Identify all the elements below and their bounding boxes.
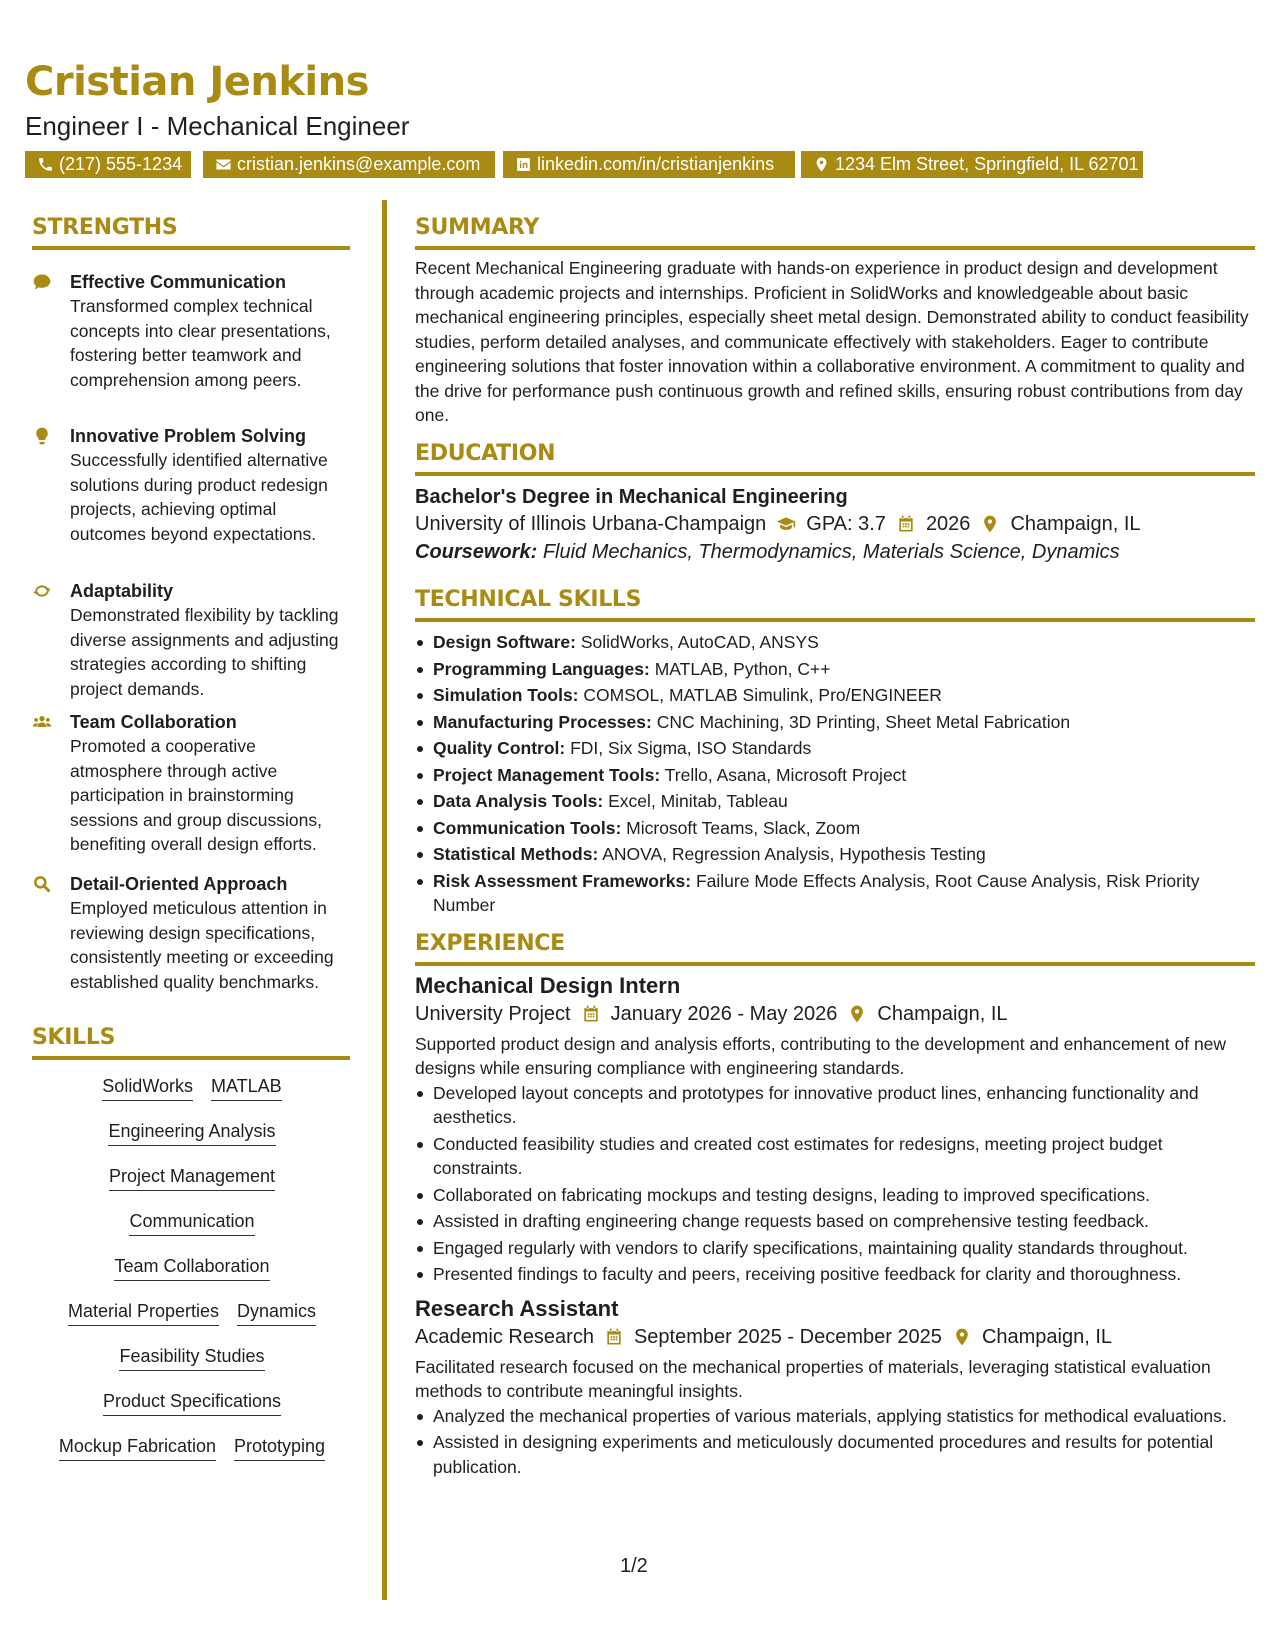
strength-text: Successfully identified alternative solutions during product redesign projects, achieving optimal outcomes beyond expectations. — [70, 450, 328, 544]
education-location: Champaign, IL — [1010, 512, 1141, 535]
list-item — [433, 736, 1255, 761]
skill-tag: Prototyping — [234, 1434, 325, 1461]
list-item — [433, 789, 1255, 814]
technical-skills-list — [415, 630, 1255, 918]
strength-text: Employed meticulous attention in reviewing design specifications, consistently meeting or exceeding established quality benchmarks. — [70, 898, 334, 992]
contact-address-text: 1234 Elm Street, Springfield, IL 62701 — [835, 154, 1139, 174]
gpa: GPA: 3.7 — [806, 512, 886, 535]
technical-skills-heading: TECHNICAL SKILLS — [415, 588, 1255, 622]
contact-phone[interactable] — [25, 151, 191, 178]
tech-skill-label: Design Software: — [433, 632, 576, 653]
speech-bubble-icon — [32, 272, 52, 292]
list-item — [433, 842, 1255, 867]
graduation-year: 2026 — [925, 512, 971, 535]
degree: Bachelor's Degree in Mechanical Engineering — [415, 485, 848, 508]
skill-tag: SolidWorks — [102, 1074, 193, 1101]
list-item: Assisted in designing experiments and meticulously documented procedures and results for potential publication. — [433, 1430, 1255, 1479]
tech-skill-value: MATLAB, Python, C++ — [654, 658, 831, 679]
phone-icon — [37, 156, 54, 173]
tech-skill-value: Trello, Asana, Microsoft Project — [664, 764, 907, 785]
column-divider — [382, 200, 387, 1600]
envelope-icon — [215, 156, 232, 173]
strength-text: Promoted a cooperative atmosphere through active participation in brainstorming sessions and group discussions, benefiting overall design efforts. — [70, 736, 322, 855]
job-bullets — [415, 1404, 1255, 1480]
calendar-icon — [896, 514, 916, 534]
job-dates: January 2026 - May 2026 — [610, 1002, 838, 1025]
tech-skill-value: ANOVA, Regression Analysis, Hypothesis Testing — [602, 844, 986, 865]
job-org: Academic Research — [415, 1325, 594, 1348]
location-pin-icon — [813, 156, 830, 173]
job-entry — [415, 1295, 1255, 1480]
job-bullets — [415, 1081, 1255, 1287]
strength-title: Innovative Problem Solving — [70, 426, 307, 447]
skill-tag: MATLAB — [211, 1074, 282, 1101]
left-column — [32, 216, 350, 1479]
strength-title: Team Collaboration — [70, 712, 237, 733]
skill-tag: Communication — [129, 1209, 254, 1236]
tech-skill-label: Data Analysis Tools: — [433, 791, 604, 812]
list-item: Assisted in drafting engineering change requests based on comprehensive testing feedback. — [433, 1209, 1255, 1234]
location-pin-icon — [980, 514, 1000, 534]
graduation-cap-icon — [776, 514, 796, 534]
job-summary: Supported product design and analysis efforts, contributing to the development and enhancement of new designs while ensuring compliance with engineering standards. — [415, 1033, 1227, 1079]
job-title: Mechanical Design Intern — [415, 972, 681, 998]
strength-title: Adaptability — [70, 581, 174, 602]
skill-tag: Engineering Analysis — [108, 1119, 275, 1146]
strength-item — [32, 424, 350, 579]
search-icon — [32, 874, 52, 894]
skill-tag: Mockup Fabrication — [59, 1434, 216, 1461]
contact-linkedin-text: linkedin.com/in/cristianjenkins — [537, 154, 775, 174]
refresh-icon — [32, 581, 52, 601]
tech-skill-label: Project Management Tools: — [433, 764, 661, 785]
school: University of Illinois Urbana-Champaign — [415, 512, 767, 535]
skill-tag: Team Collaboration — [114, 1254, 269, 1281]
candidate-name: Cristian Jenkins — [25, 59, 369, 105]
list-item: Developed layout concepts and prototypes for innovative product lines, enhancing functionality and aesthetics. — [433, 1081, 1255, 1130]
job-location: Champaign, IL — [877, 1002, 1008, 1025]
page-number: 1/2 — [620, 1555, 648, 1577]
coursework-list: Fluid Mechanics, Thermodynamics, Materials Science, Dynamics — [542, 540, 1120, 563]
contact-address[interactable] — [801, 151, 1143, 178]
strength-title: Detail-Oriented Approach — [70, 874, 288, 895]
tech-skill-label: Programming Languages: — [433, 658, 650, 679]
summary-text: Recent Mechanical Engineering graduate with hands-on experience in product design and development through academic projects and internships. Proficient in SolidWorks and knowledgeable about basic mechanical engineering principles, especially sheet metal design. Demonstrated ability to conduct feasibility studies, perform detailed analyses, and communicate effectively with stakeholders. Eager to contribute engineering solutions that foster innovation within a collaborative environment. A commitment to quality and the drive for performance push continuous growth and refined skills, ensuring robust contributions from day one. — [415, 258, 1249, 426]
strength-title: Effective Communication — [70, 272, 287, 293]
tech-skill-label: Communication Tools: — [433, 817, 622, 838]
list-item: Analyzed the mechanical properties of various materials, applying statistics for methodical evaluations. — [433, 1404, 1255, 1429]
headline: Engineer I - Mechanical Engineer — [25, 111, 410, 141]
location-pin-icon — [847, 1004, 867, 1024]
tech-skill-label: Statistical Methods: — [433, 844, 599, 865]
contact-email[interactable] — [203, 151, 495, 178]
strength-text: Transformed complex technical concepts into clear presentations, fostering better teamwork and comprehension among peers. — [70, 296, 331, 390]
tech-skill-label: Simulation Tools: — [433, 685, 579, 706]
strength-item — [32, 270, 350, 424]
tech-skill-label: Manufacturing Processes: — [433, 711, 652, 732]
skill-tag: Feasibility Studies — [119, 1344, 264, 1371]
job-title: Research Assistant — [415, 1295, 619, 1321]
list-item — [433, 657, 1255, 682]
job-entry — [415, 972, 1255, 1287]
list-item — [433, 630, 1255, 655]
lightbulb-icon — [32, 426, 52, 446]
list-item — [433, 816, 1255, 841]
users-icon — [32, 712, 52, 732]
skills-heading: SKILLS — [32, 1026, 350, 1060]
right-column — [415, 216, 1255, 1481]
job-org: University Project — [415, 1002, 571, 1025]
summary-heading: SUMMARY — [415, 216, 1255, 250]
tech-skill-value: Excel, Minitab, Tableau — [608, 791, 788, 812]
calendar-icon — [604, 1327, 624, 1347]
contact-email-text: cristian.jenkins@example.com — [237, 154, 481, 174]
job-summary: Facilitated research focused on the mechanical properties of materials, leveraging statistical evaluation methods to contribute meaningful insights. — [415, 1356, 1211, 1402]
experience-heading: EXPERIENCE — [415, 932, 1255, 966]
coursework — [415, 538, 1255, 566]
list-item — [433, 683, 1255, 708]
skill-tag: Product Specifications — [103, 1389, 281, 1416]
education-entry — [415, 484, 1255, 566]
strength-item — [32, 579, 350, 710]
list-item: Presented findings to faculty and peers, receiving positive feedback for clarity and thoroughness. — [433, 1262, 1255, 1287]
list-item — [433, 710, 1255, 735]
strength-item — [32, 710, 350, 872]
tech-skill-value: COMSOL, MATLAB Simulink, Pro/ENGINEER — [583, 685, 942, 706]
list-item — [433, 869, 1255, 918]
linkedin-icon — [515, 156, 532, 173]
skill-tag: Material Properties — [68, 1299, 219, 1326]
tech-skill-label: Risk Assessment Frameworks: — [433, 870, 692, 891]
coursework-label: Coursework: — [415, 540, 538, 563]
contact-linkedin[interactable] — [503, 151, 795, 178]
calendar-icon — [581, 1004, 601, 1024]
strength-text: Demonstrated flexibility by tackling diverse assignments and adjusting strategies according to shifting project demands. — [70, 605, 339, 699]
tech-skill-value: CNC Machining, 3D Printing, Sheet Metal Fabrication — [656, 711, 1071, 732]
education-heading: EDUCATION — [415, 442, 1255, 476]
tech-skill-label: Quality Control: — [433, 738, 566, 759]
tech-skill-value: Failure Mode Effects Analysis, Root Cause Analysis, Risk Priority Number — [433, 870, 1200, 916]
skill-tag: Dynamics — [237, 1299, 316, 1326]
strength-item — [32, 872, 350, 1026]
tech-skill-value: FDI, Six Sigma, ISO Standards — [570, 738, 812, 759]
job-dates: September 2025 - December 2025 — [633, 1325, 942, 1348]
job-location: Champaign, IL — [981, 1325, 1113, 1348]
location-pin-icon — [952, 1327, 972, 1347]
tech-skill-value: SolidWorks, AutoCAD, ANSYS — [580, 632, 819, 653]
skills-list — [32, 1074, 352, 1479]
strengths-heading: STRENGTHS — [32, 216, 350, 250]
list-item — [433, 763, 1255, 788]
contact-phone-text: (217) 555-1234 — [59, 154, 183, 174]
skill-tag: Project Management — [109, 1164, 275, 1191]
list-item: Collaborated on fabricating mockups and testing designs, leading to improved specifications. — [433, 1183, 1255, 1208]
tech-skill-value: Microsoft Teams, Slack, Zoom — [626, 817, 861, 838]
list-item: Engaged regularly with vendors to clarify specifications, maintaining quality standards throughout. — [433, 1236, 1255, 1261]
list-item: Conducted feasibility studies and created cost estimates for redesigns, meeting project budget constraints. — [433, 1132, 1255, 1181]
